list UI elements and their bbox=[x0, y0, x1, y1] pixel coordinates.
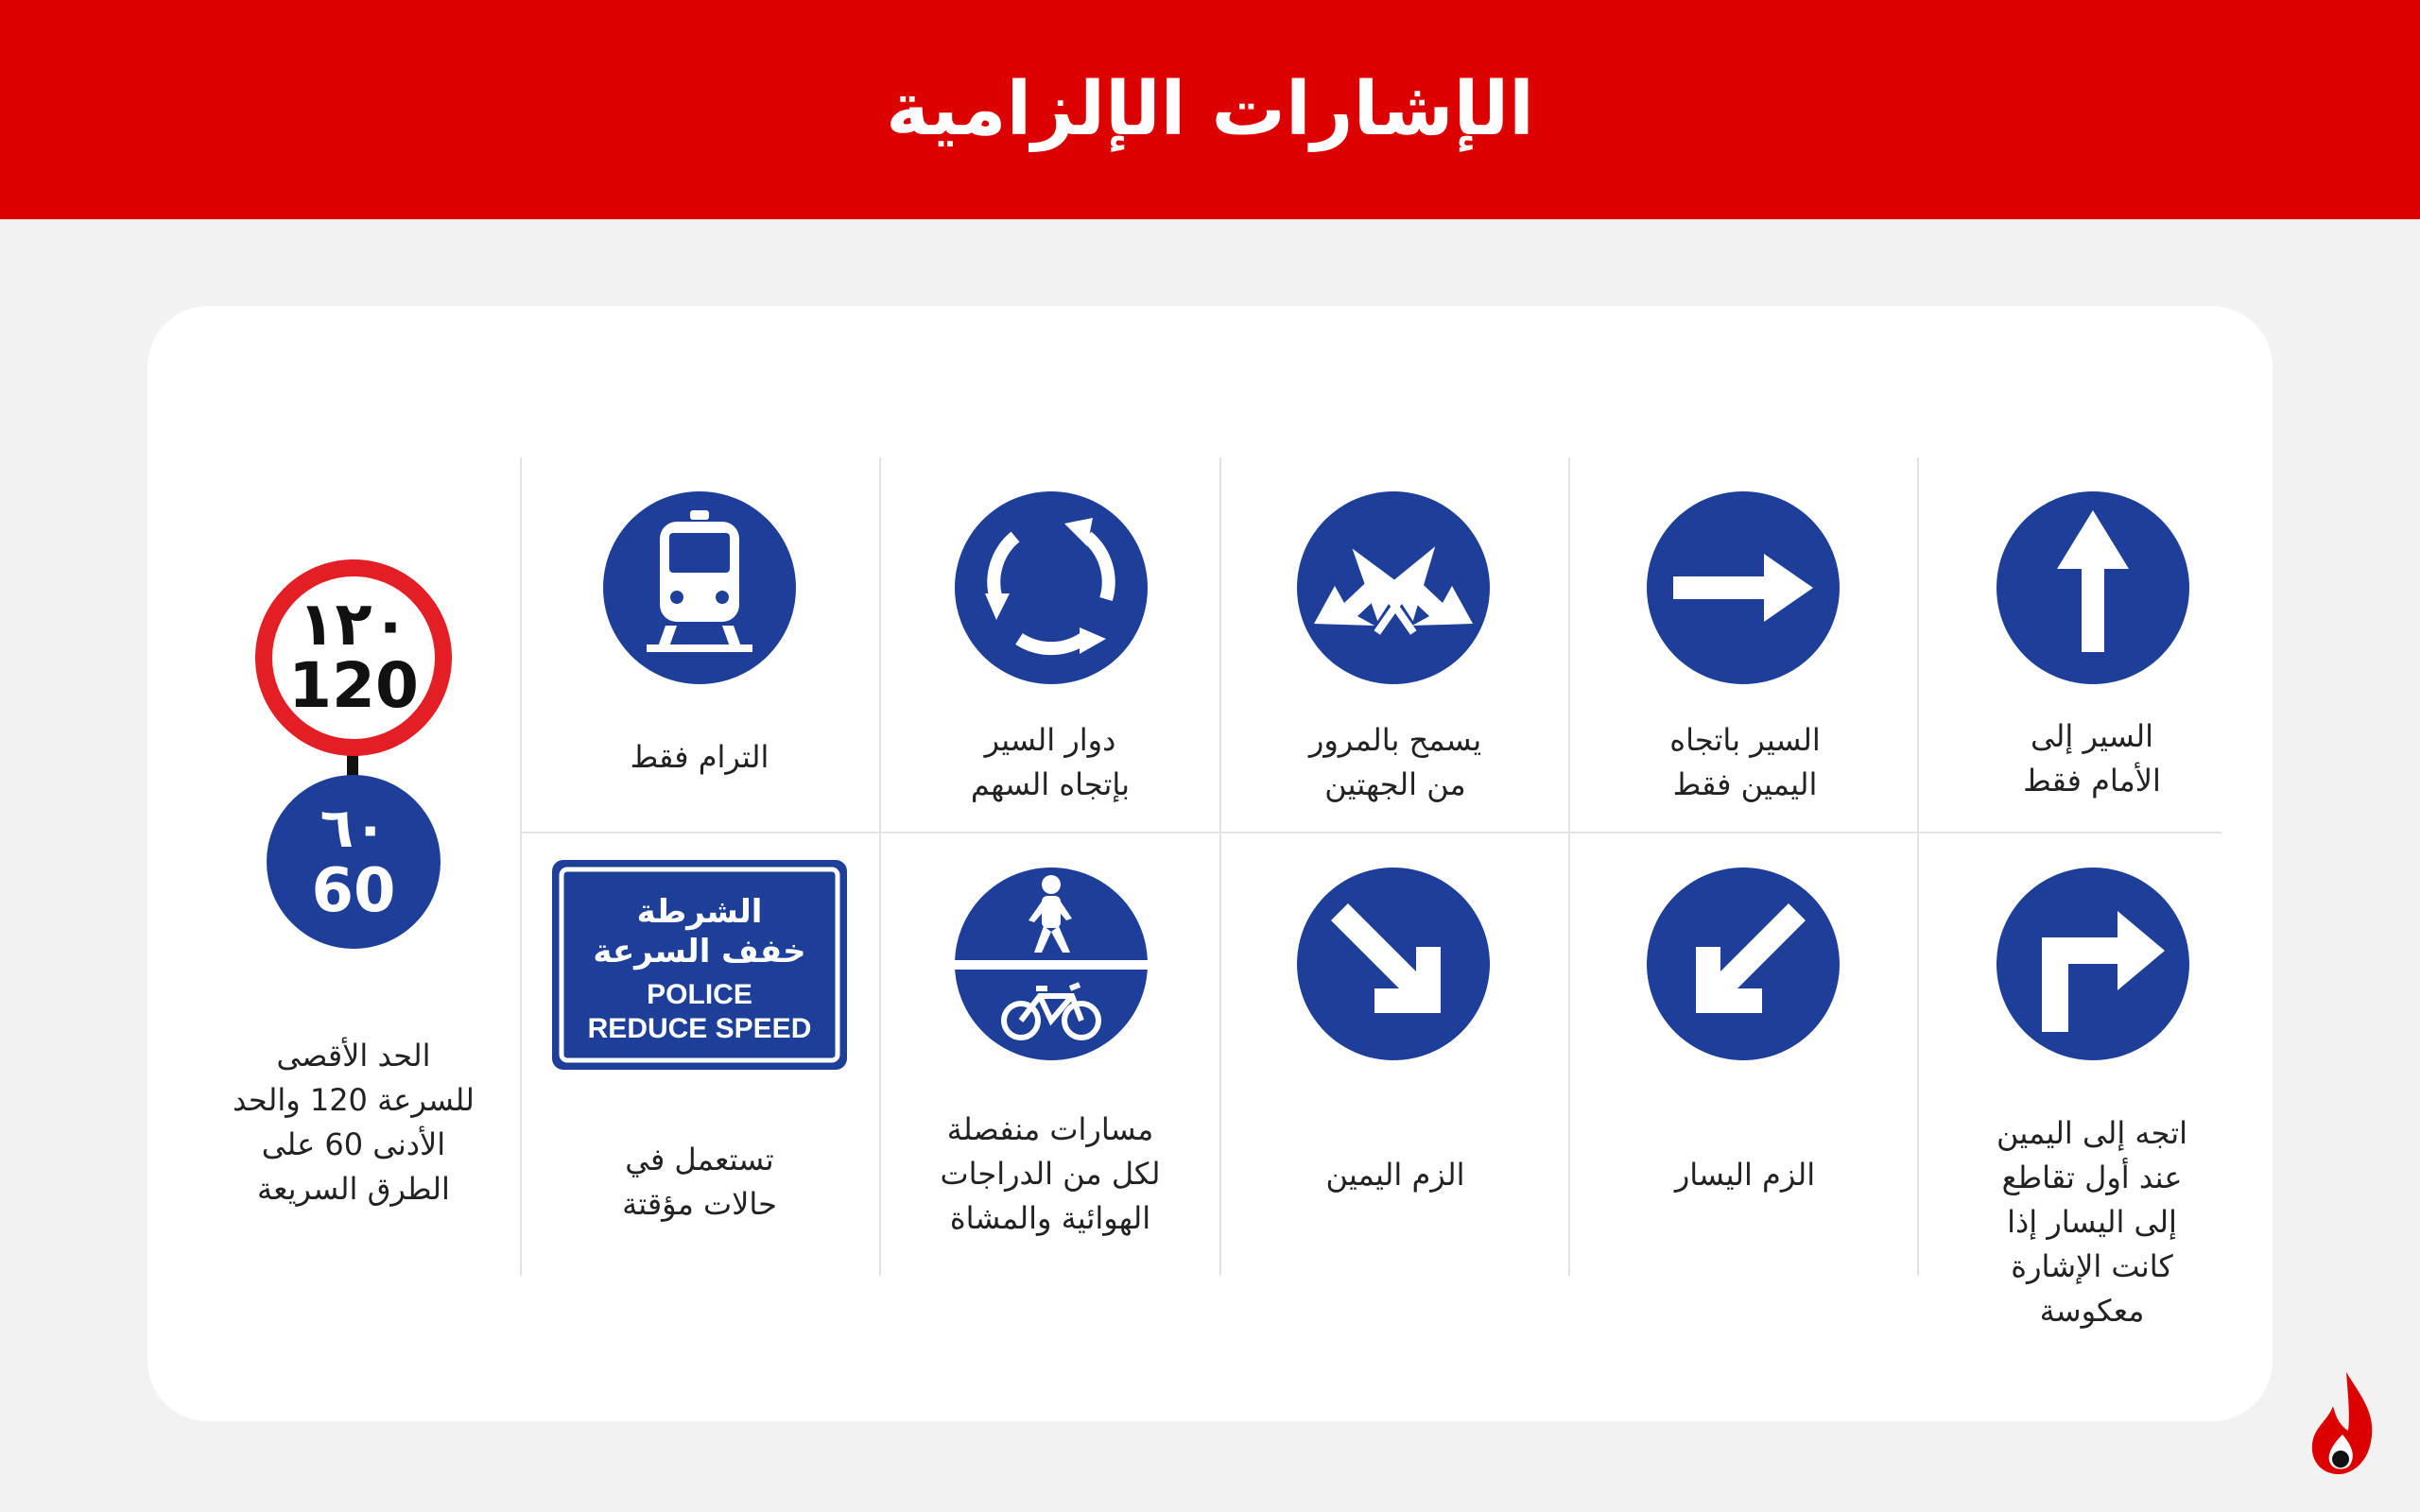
speed-limit-sign bbox=[240, 554, 467, 951]
max-speed-value: 120 bbox=[288, 649, 419, 722]
arrow-up-icon bbox=[1987, 482, 2199, 694]
grid-divider bbox=[879, 457, 881, 1276]
signs-card bbox=[147, 306, 2273, 1421]
police-sign-line1: الشرطة bbox=[636, 893, 763, 931]
caption-right-only: السير باتجاه اليمين فقط bbox=[1669, 722, 1821, 802]
speed-limit-caption: الحد الأقصى للسرعة 120 والحد الأدنى 60 على الطرق السريعة bbox=[233, 1038, 475, 1207]
keep-left-icon bbox=[1637, 858, 1849, 1070]
header-bar bbox=[0, 0, 2420, 219]
caption-police-sign: تستعمل في حالات مؤقتة bbox=[622, 1142, 777, 1222]
caption-turn-right: اتجه إلى اليمين عند أول تقاطع إلى اليسار إذا كانت الإشارة معكوسة bbox=[1996, 1115, 2188, 1329]
segregated-path-icon bbox=[945, 858, 1157, 1070]
police-sign-icon bbox=[552, 860, 847, 1070]
caption-keep-left: الزم اليسار bbox=[1674, 1157, 1816, 1193]
min-speed-arabic: ٦٠ bbox=[320, 796, 388, 860]
police-sign-line2: خفف السرعة bbox=[593, 933, 806, 971]
caption-keep-right: الزم اليمين bbox=[1325, 1157, 1465, 1193]
grid-divider bbox=[520, 832, 2221, 833]
caption-segregated-path: مسارات منفصلة لكل من الدراجات الهوائية والمشاة bbox=[940, 1111, 1161, 1236]
roundabout-icon bbox=[945, 482, 1157, 694]
caption-tram-only: الترام فقط bbox=[630, 739, 769, 775]
pass-both-sides-icon bbox=[1288, 482, 1499, 694]
arrow-right-icon bbox=[1637, 482, 1849, 694]
grid-divider bbox=[1219, 457, 1221, 1276]
flame-logo-icon bbox=[2305, 1368, 2380, 1482]
caption-pass-both-sides: يسمح بالمرور من الجهتين bbox=[1308, 722, 1482, 802]
police-sign-line4: REDUCE SPEED bbox=[587, 1013, 812, 1044]
grid-divider bbox=[1917, 457, 1919, 1276]
police-sign-line3: POLICE bbox=[647, 979, 752, 1010]
grid-divider bbox=[1568, 457, 1570, 1276]
caption-roundabout: دوار السير بإتجاه السهم bbox=[970, 722, 1131, 802]
caption-ahead-only: السير إلى الأمام فقط bbox=[2023, 718, 2161, 799]
tram-icon bbox=[594, 482, 805, 694]
page-title: الإشارات الإلزامية bbox=[886, 67, 1534, 152]
turn-right-icon bbox=[1987, 858, 2199, 1070]
max-speed-arabic: ١٢٠ bbox=[298, 590, 409, 660]
keep-right-icon bbox=[1288, 858, 1499, 1070]
min-speed-value: 60 bbox=[311, 856, 396, 926]
